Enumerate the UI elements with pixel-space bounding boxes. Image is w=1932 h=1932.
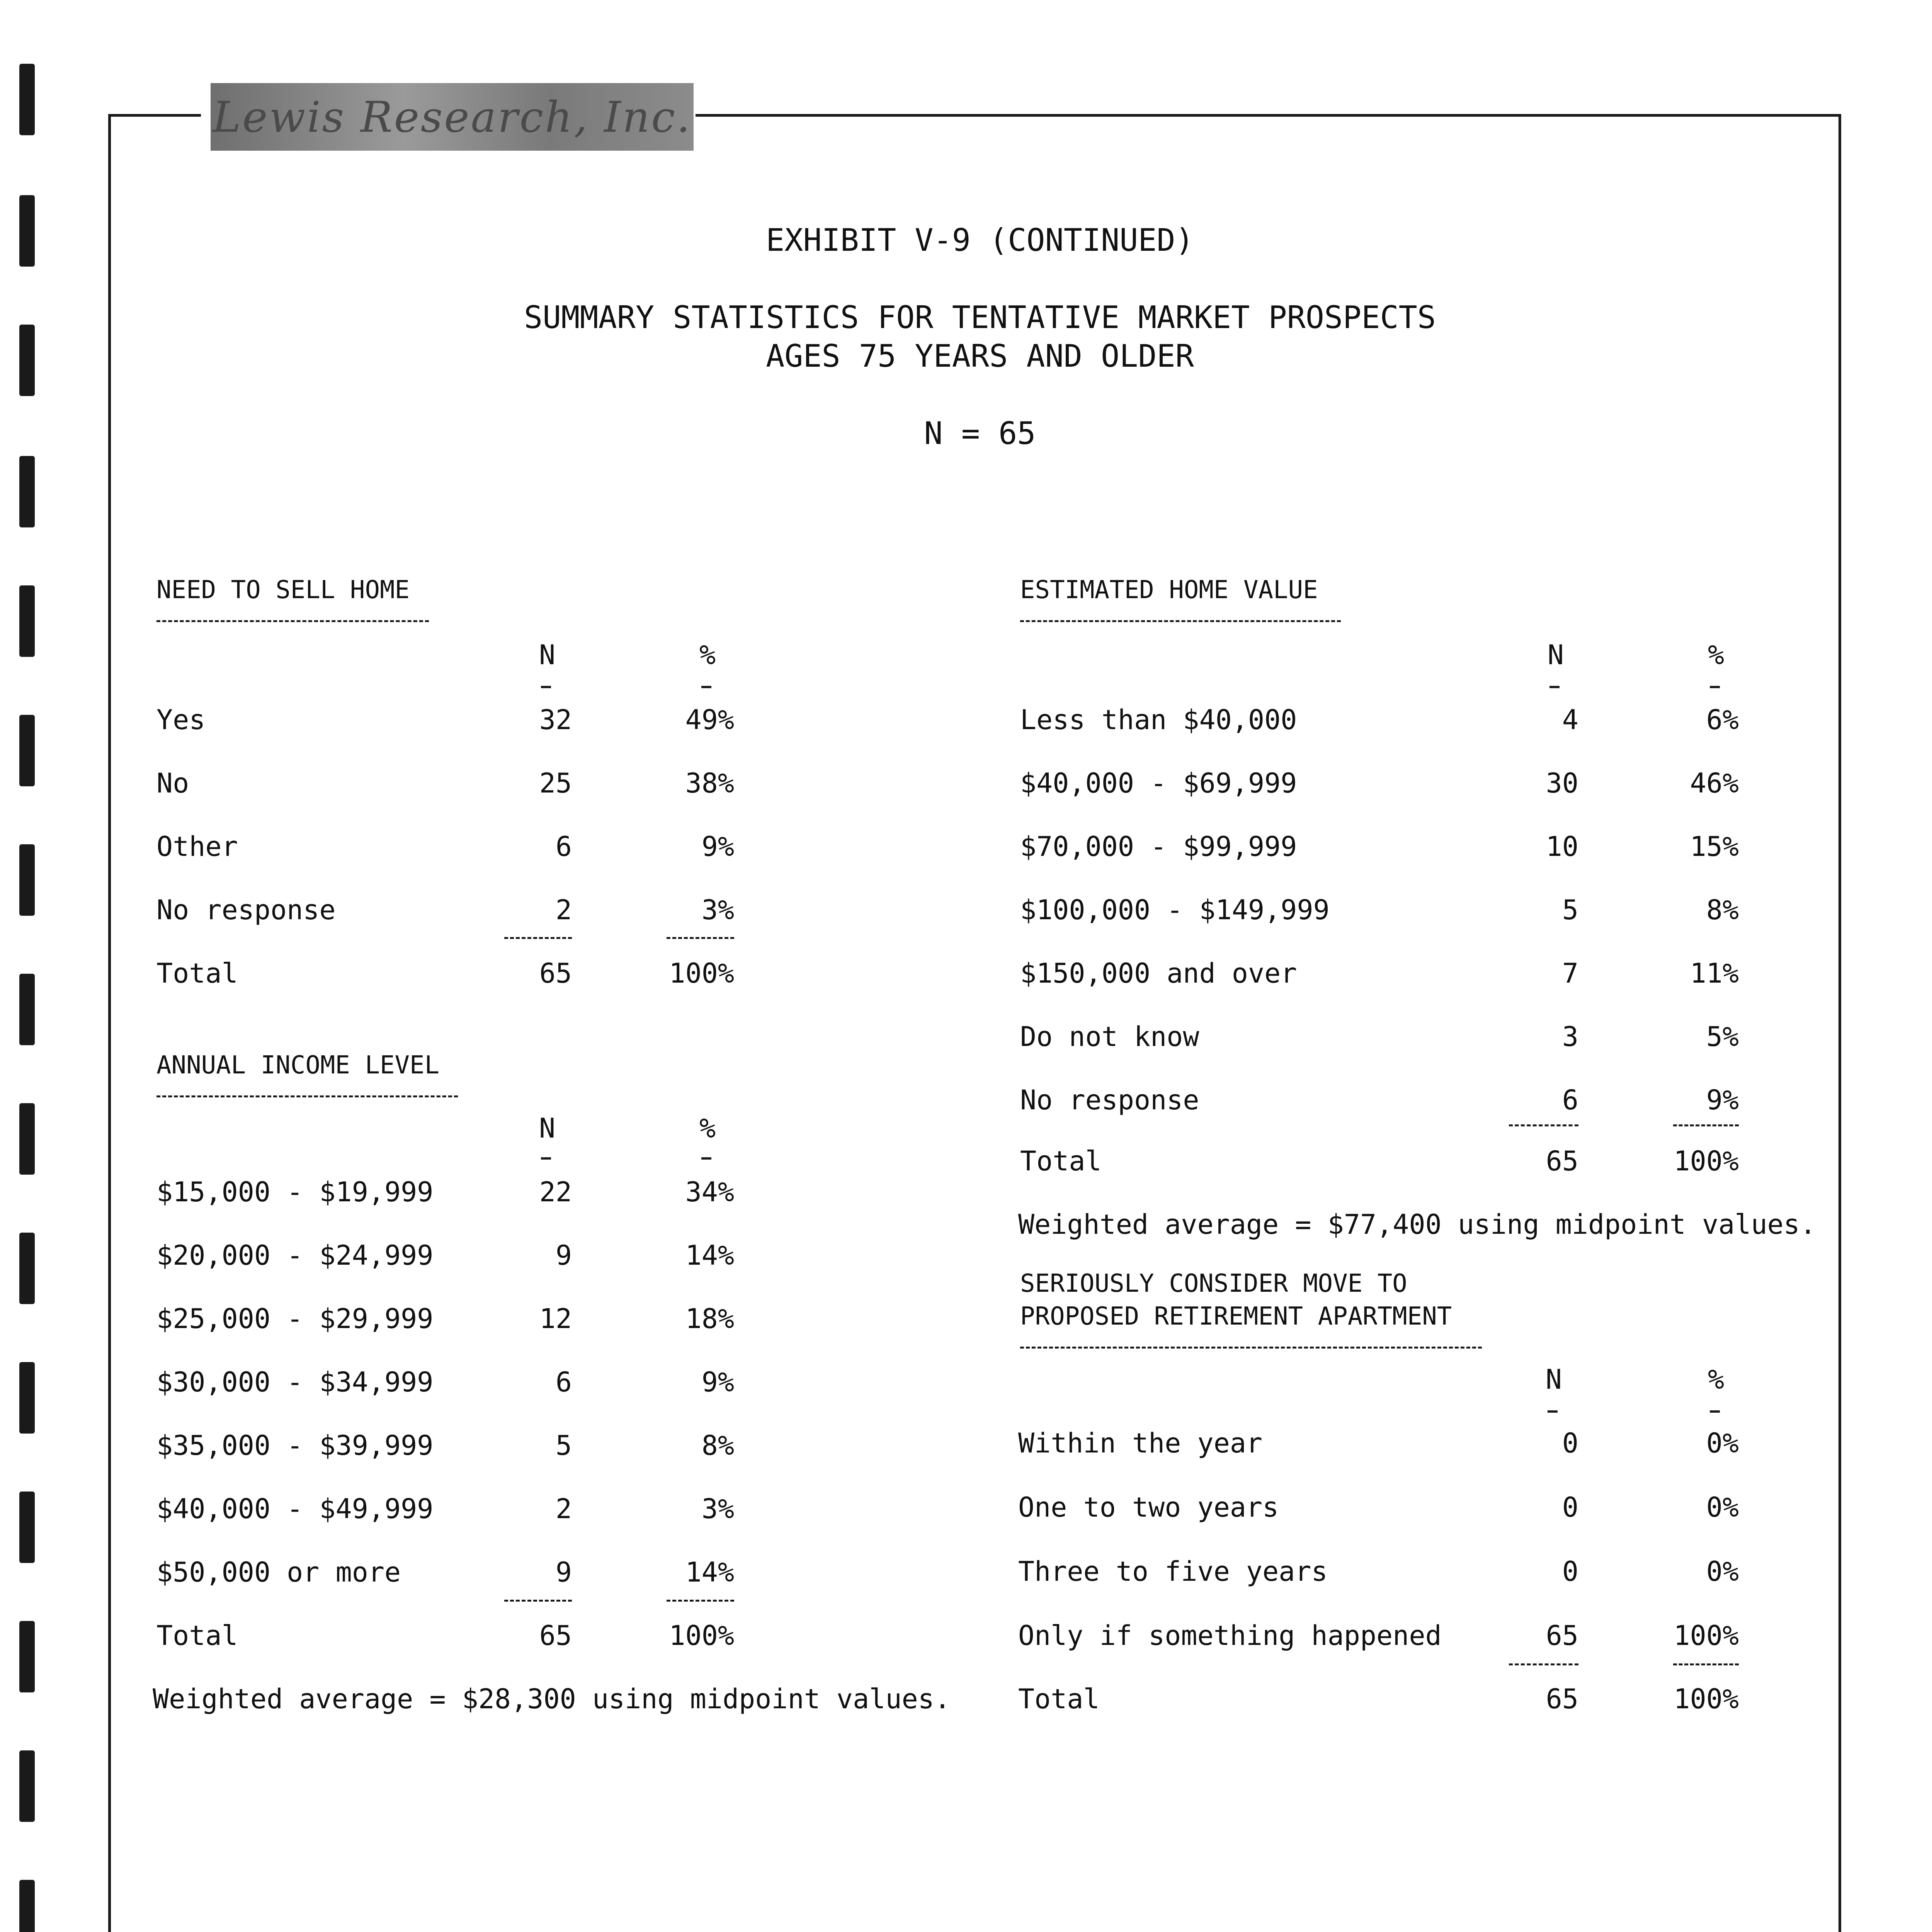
col-header-n: N (1548, 639, 1564, 671)
total-label: Total (1018, 1683, 1100, 1715)
row-label: $25,000 - $29,999 (156, 1303, 434, 1335)
col-header-underline (701, 686, 711, 688)
row-n: 22 (539, 1176, 572, 1208)
row-pct: 38% (685, 767, 734, 799)
row-label: Within the year (1018, 1427, 1263, 1459)
page-title: SUMMARY STATISTICS FOR TENTATIVE MARKET PROSPECTS (524, 299, 1436, 335)
row-n: 32 (539, 704, 572, 736)
row-n: 12 (539, 1303, 572, 1335)
total-label: Total (156, 957, 238, 989)
total-rule (667, 937, 734, 939)
total-rule (1673, 1124, 1739, 1126)
row-pct: 0% (1706, 1427, 1739, 1459)
binder-hole (19, 1750, 35, 1822)
row-pct: 9% (701, 831, 734, 862)
binder-hole (19, 64, 35, 135)
frame-border-right (1838, 114, 1841, 1932)
row-n: 0 (1562, 1556, 1578, 1587)
row-pct: 5% (1706, 1021, 1739, 1053)
company-logo: Lewis Research, Inc. (211, 83, 694, 151)
total-n: 65 (539, 957, 572, 989)
row-n: 0 (1562, 1492, 1578, 1523)
row-label: $70,000 - $99,999 (1020, 831, 1297, 862)
row-n: 7 (1562, 957, 1578, 989)
binder-hole (19, 456, 35, 527)
row-pct: 34% (685, 1176, 734, 1208)
total-rule (504, 1600, 572, 1602)
binder-hole (19, 1880, 35, 1932)
binder-hole (19, 1492, 35, 1563)
binder-hole (19, 1233, 35, 1304)
weighted-average-note: Weighted average = $28,300 using midpoint values. (153, 1683, 951, 1715)
row-label: $20,000 - $24,999 (156, 1240, 434, 1271)
section-title-need-to-sell-home: NEED TO SELL HOME (156, 576, 410, 604)
row-label: No response (156, 894, 336, 926)
row-label: $30,000 - $34,999 (156, 1366, 434, 1398)
row-pct: 0% (1706, 1492, 1739, 1523)
sample-size: N = 65 (924, 415, 1036, 451)
col-header-underline (1549, 686, 1560, 688)
col-header-n: N (539, 1112, 556, 1144)
frame-border-top (108, 114, 201, 117)
row-label: No (156, 767, 189, 799)
frame-border-top (696, 114, 1841, 117)
total-n: 65 (1546, 1145, 1578, 1177)
section-title-seriously-consider-move-line2: PROPOSED RETIREMENT APARTMENT (1020, 1302, 1452, 1331)
row-pct: 18% (685, 1303, 734, 1335)
row-label: Less than $40,000 (1020, 704, 1297, 736)
row-n: 5 (1562, 894, 1578, 926)
row-pct: 11% (1690, 957, 1739, 989)
row-n: 0 (1562, 1427, 1578, 1459)
col-header-pct: % (699, 1112, 716, 1144)
row-n: 9 (555, 1240, 572, 1271)
binder-hole (19, 585, 35, 657)
row-pct: 9% (701, 1366, 734, 1398)
row-label: Do not know (1020, 1021, 1199, 1053)
row-n: 5 (555, 1430, 572, 1461)
row-n: 4 (1562, 704, 1578, 736)
row-n: 25 (539, 767, 572, 799)
total-pct: 100% (1673, 1145, 1739, 1177)
row-label: $15,000 - $19,999 (156, 1176, 434, 1208)
row-n: 3 (1562, 1021, 1578, 1053)
row-pct: 100% (1673, 1620, 1739, 1651)
row-n: 2 (555, 894, 572, 926)
total-rule (1673, 1663, 1739, 1665)
total-rule (1509, 1663, 1578, 1665)
row-label: Only if something happened (1018, 1620, 1442, 1651)
row-pct: 3% (701, 1493, 734, 1525)
row-pct: 14% (685, 1240, 734, 1271)
row-label: One to two years (1018, 1492, 1279, 1523)
binder-hole (19, 974, 35, 1045)
col-header-underline (1710, 686, 1720, 688)
row-n: 6 (1562, 1084, 1578, 1116)
row-n: 2 (555, 1493, 572, 1525)
row-label: Other (156, 831, 238, 862)
page-subtitle: AGES 75 YEARS AND OLDER (766, 338, 1194, 374)
binder-hole (19, 715, 35, 786)
section-underline (156, 1095, 458, 1097)
row-pct: 46% (1690, 767, 1739, 799)
col-header-pct: % (1708, 639, 1725, 671)
total-rule (667, 1600, 734, 1602)
col-header-underline (541, 686, 551, 688)
row-label: $50,000 or more (156, 1556, 401, 1588)
row-label: $150,000 and over (1020, 957, 1297, 989)
section-underline (156, 620, 429, 622)
row-label: Three to five years (1018, 1556, 1328, 1587)
total-label: Total (156, 1620, 238, 1651)
total-rule (1509, 1124, 1578, 1126)
row-pct: 8% (701, 1430, 734, 1461)
row-label: $35,000 - $39,999 (156, 1430, 434, 1461)
total-label: Total (1020, 1145, 1102, 1177)
col-header-underline (1548, 1410, 1558, 1413)
section-underline (1020, 1347, 1482, 1349)
total-n: 65 (1546, 1683, 1578, 1715)
total-pct: 100% (669, 957, 734, 989)
row-label: $100,000 - $149,999 (1020, 894, 1330, 926)
frame-border-left (108, 114, 111, 1932)
section-underline (1020, 620, 1341, 622)
row-pct: 49% (685, 704, 734, 736)
col-header-pct: % (1708, 1364, 1725, 1395)
section-title-seriously-consider-move: SERIOUSLY CONSIDER MOVE TO (1020, 1269, 1407, 1298)
row-n: 10 (1546, 831, 1578, 862)
row-pct: 15% (1690, 831, 1739, 862)
row-n: 9 (555, 1556, 572, 1588)
col-header-underline (701, 1157, 711, 1160)
binder-hole (19, 1362, 35, 1434)
section-title-estimated-home-value: ESTIMATED HOME VALUE (1020, 576, 1318, 604)
col-header-underline (1710, 1410, 1720, 1413)
row-pct: 14% (685, 1556, 734, 1588)
section-title-annual-income-level: ANNUAL INCOME LEVEL (156, 1051, 440, 1080)
row-pct: 8% (1706, 894, 1739, 926)
row-n: 6 (555, 831, 572, 862)
col-header-n: N (539, 639, 556, 671)
weighted-average-note: Weighted average = $77,400 using midpoint values. (1018, 1209, 1816, 1240)
total-pct: 100% (669, 1620, 734, 1651)
col-header-n: N (1546, 1364, 1562, 1395)
total-n: 65 (539, 1620, 572, 1651)
row-pct: 9% (1706, 1084, 1739, 1116)
col-header-pct: % (699, 639, 716, 671)
total-pct: 100% (1673, 1683, 1739, 1715)
row-pct: 6% (1706, 704, 1739, 736)
total-rule (504, 937, 572, 939)
binder-hole (19, 1103, 35, 1175)
row-pct: 3% (701, 894, 734, 926)
row-n: 6 (555, 1366, 572, 1398)
row-label: $40,000 - $69,999 (1020, 767, 1297, 799)
row-label: No response (1020, 1084, 1199, 1116)
col-header-underline (541, 1157, 551, 1160)
row-label: $40,000 - $49,999 (156, 1493, 434, 1525)
row-pct: 0% (1706, 1556, 1739, 1587)
row-label: Yes (156, 704, 206, 736)
row-n: 30 (1546, 767, 1578, 799)
row-n: 65 (1546, 1620, 1578, 1651)
binder-hole (19, 844, 35, 916)
exhibit-label: EXHIBIT V-9 (CONTINUED) (766, 222, 1194, 258)
binder-hole (19, 1621, 35, 1692)
